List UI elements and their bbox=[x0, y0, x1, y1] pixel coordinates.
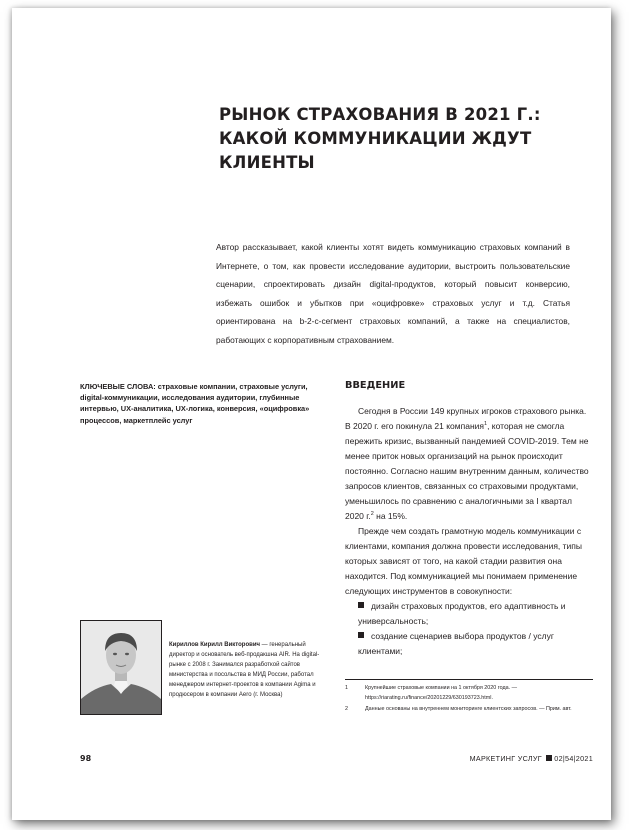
paragraph-text: на 15%. bbox=[373, 511, 408, 521]
body-paragraph-1 bbox=[345, 404, 593, 524]
bullet-list bbox=[345, 599, 593, 659]
footnotes bbox=[345, 684, 595, 717]
section-heading: ВВЕДЕНИЕ bbox=[345, 380, 406, 391]
keywords-block: КЛЮЧЕВЫЕ СЛОВА: страховые компании, страховые услуги, digital-коммуникации, исследования аудитории, глубинные интервью, UX-аналитика, UX-логика, конверсия, «оцифровка» процессов, маркетплейс услуг bbox=[80, 382, 310, 425]
footnote-text: Данные основаны на внутреннем мониторинге клиентских запросов. — Прим. авт. bbox=[365, 706, 572, 712]
list-item bbox=[345, 629, 593, 659]
article-body bbox=[345, 404, 593, 659]
paragraph-text: Сегодня в России 149 крупных игроков страхового рынка. В 2020 г. его покинула 21 компания bbox=[345, 406, 587, 431]
footnote-ref-1: 1 bbox=[484, 421, 488, 428]
footnote-ref-2: 2 bbox=[370, 511, 374, 518]
footnote-text: Крупнейшие страховые компании на 1 октября 2020 года. — https://riarating.ru/finance/20201229/630193723.html. bbox=[365, 685, 518, 701]
journal-issue: 02|54|2021 bbox=[554, 754, 593, 763]
footnote-number: 2 bbox=[345, 706, 348, 712]
footnote bbox=[345, 684, 595, 703]
author-photo bbox=[80, 620, 162, 715]
square-separator-icon bbox=[546, 755, 552, 761]
author-portrait-icon bbox=[81, 621, 161, 714]
list-item-text: дизайн страховых продуктов, его адаптивность и универсальность; bbox=[358, 601, 566, 626]
footnote bbox=[345, 705, 595, 715]
article-abstract: Автор рассказывает, какой клиенты хотят видеть коммуникацию страховых компаний в Интернете, о том, как провести исследование аудитории, выстроить пользовательские сценарии, спроектировать дизайн digital-продуктов, который повысит конверсию, избежать ошибок и убытков при «оцифровке» страховых услуг и т.д. Статья ориентирована на b-2-c-сегмент страховых компаний, а также на специалистов, работающих с корпоративным страхованием. bbox=[216, 242, 570, 345]
square-bullet-icon bbox=[358, 602, 364, 608]
list-item bbox=[345, 599, 593, 629]
body-paragraph-2: Прежде чем создать грамотную модель коммуникации с клиентами, компания должна провести исследования, типы которых зависят от того, на какой стадии развития она находится. Под коммуникацией мы понимаем применение следующих инструментов в совокупности: bbox=[345, 526, 582, 596]
square-bullet-icon bbox=[358, 632, 364, 638]
paragraph-text: , которая не смогла пережить кризис, вызванный пандемией COVID-2019. Тем не менее приток новых организаций на рынок происходит постоянно. Согласно нашим внутренним данным, количество запросов клиентов, связанных со страховыми продуктами, уменьшилось по сравнению с аналогичными за I квартал 2020 г. bbox=[345, 421, 589, 521]
article-title: РЫНОК СТРАХОВАНИЯ В 2021 Г.: КАКОЙ КОММУНИКАЦИИ ЖДУТ КЛИЕНТЫ bbox=[219, 105, 541, 172]
author-bio bbox=[169, 640, 325, 701]
magazine-page bbox=[12, 8, 611, 820]
journal-footer bbox=[470, 754, 593, 763]
page-number: 98 bbox=[80, 754, 92, 763]
list-item-text: создание сценариев выбора продуктов / услуг клиентами; bbox=[358, 631, 554, 656]
author-name: Кириллов Кирилл Викторович bbox=[169, 642, 261, 648]
journal-name: МАРКЕТИНГ УСЛУГ bbox=[469, 754, 542, 763]
footnote-divider bbox=[345, 679, 593, 680]
author-description: — генеральный директор и основатель веб-продакшна AIR. На digital-рынке с 2008 г. Занимался разработкой сайтов министерства и посольства в МИД России, работал менеджером интернет-проектов в компании Agima и продюсером в компании Aero (г. Москва) bbox=[169, 642, 320, 699]
footnote-number: 1 bbox=[345, 685, 348, 691]
